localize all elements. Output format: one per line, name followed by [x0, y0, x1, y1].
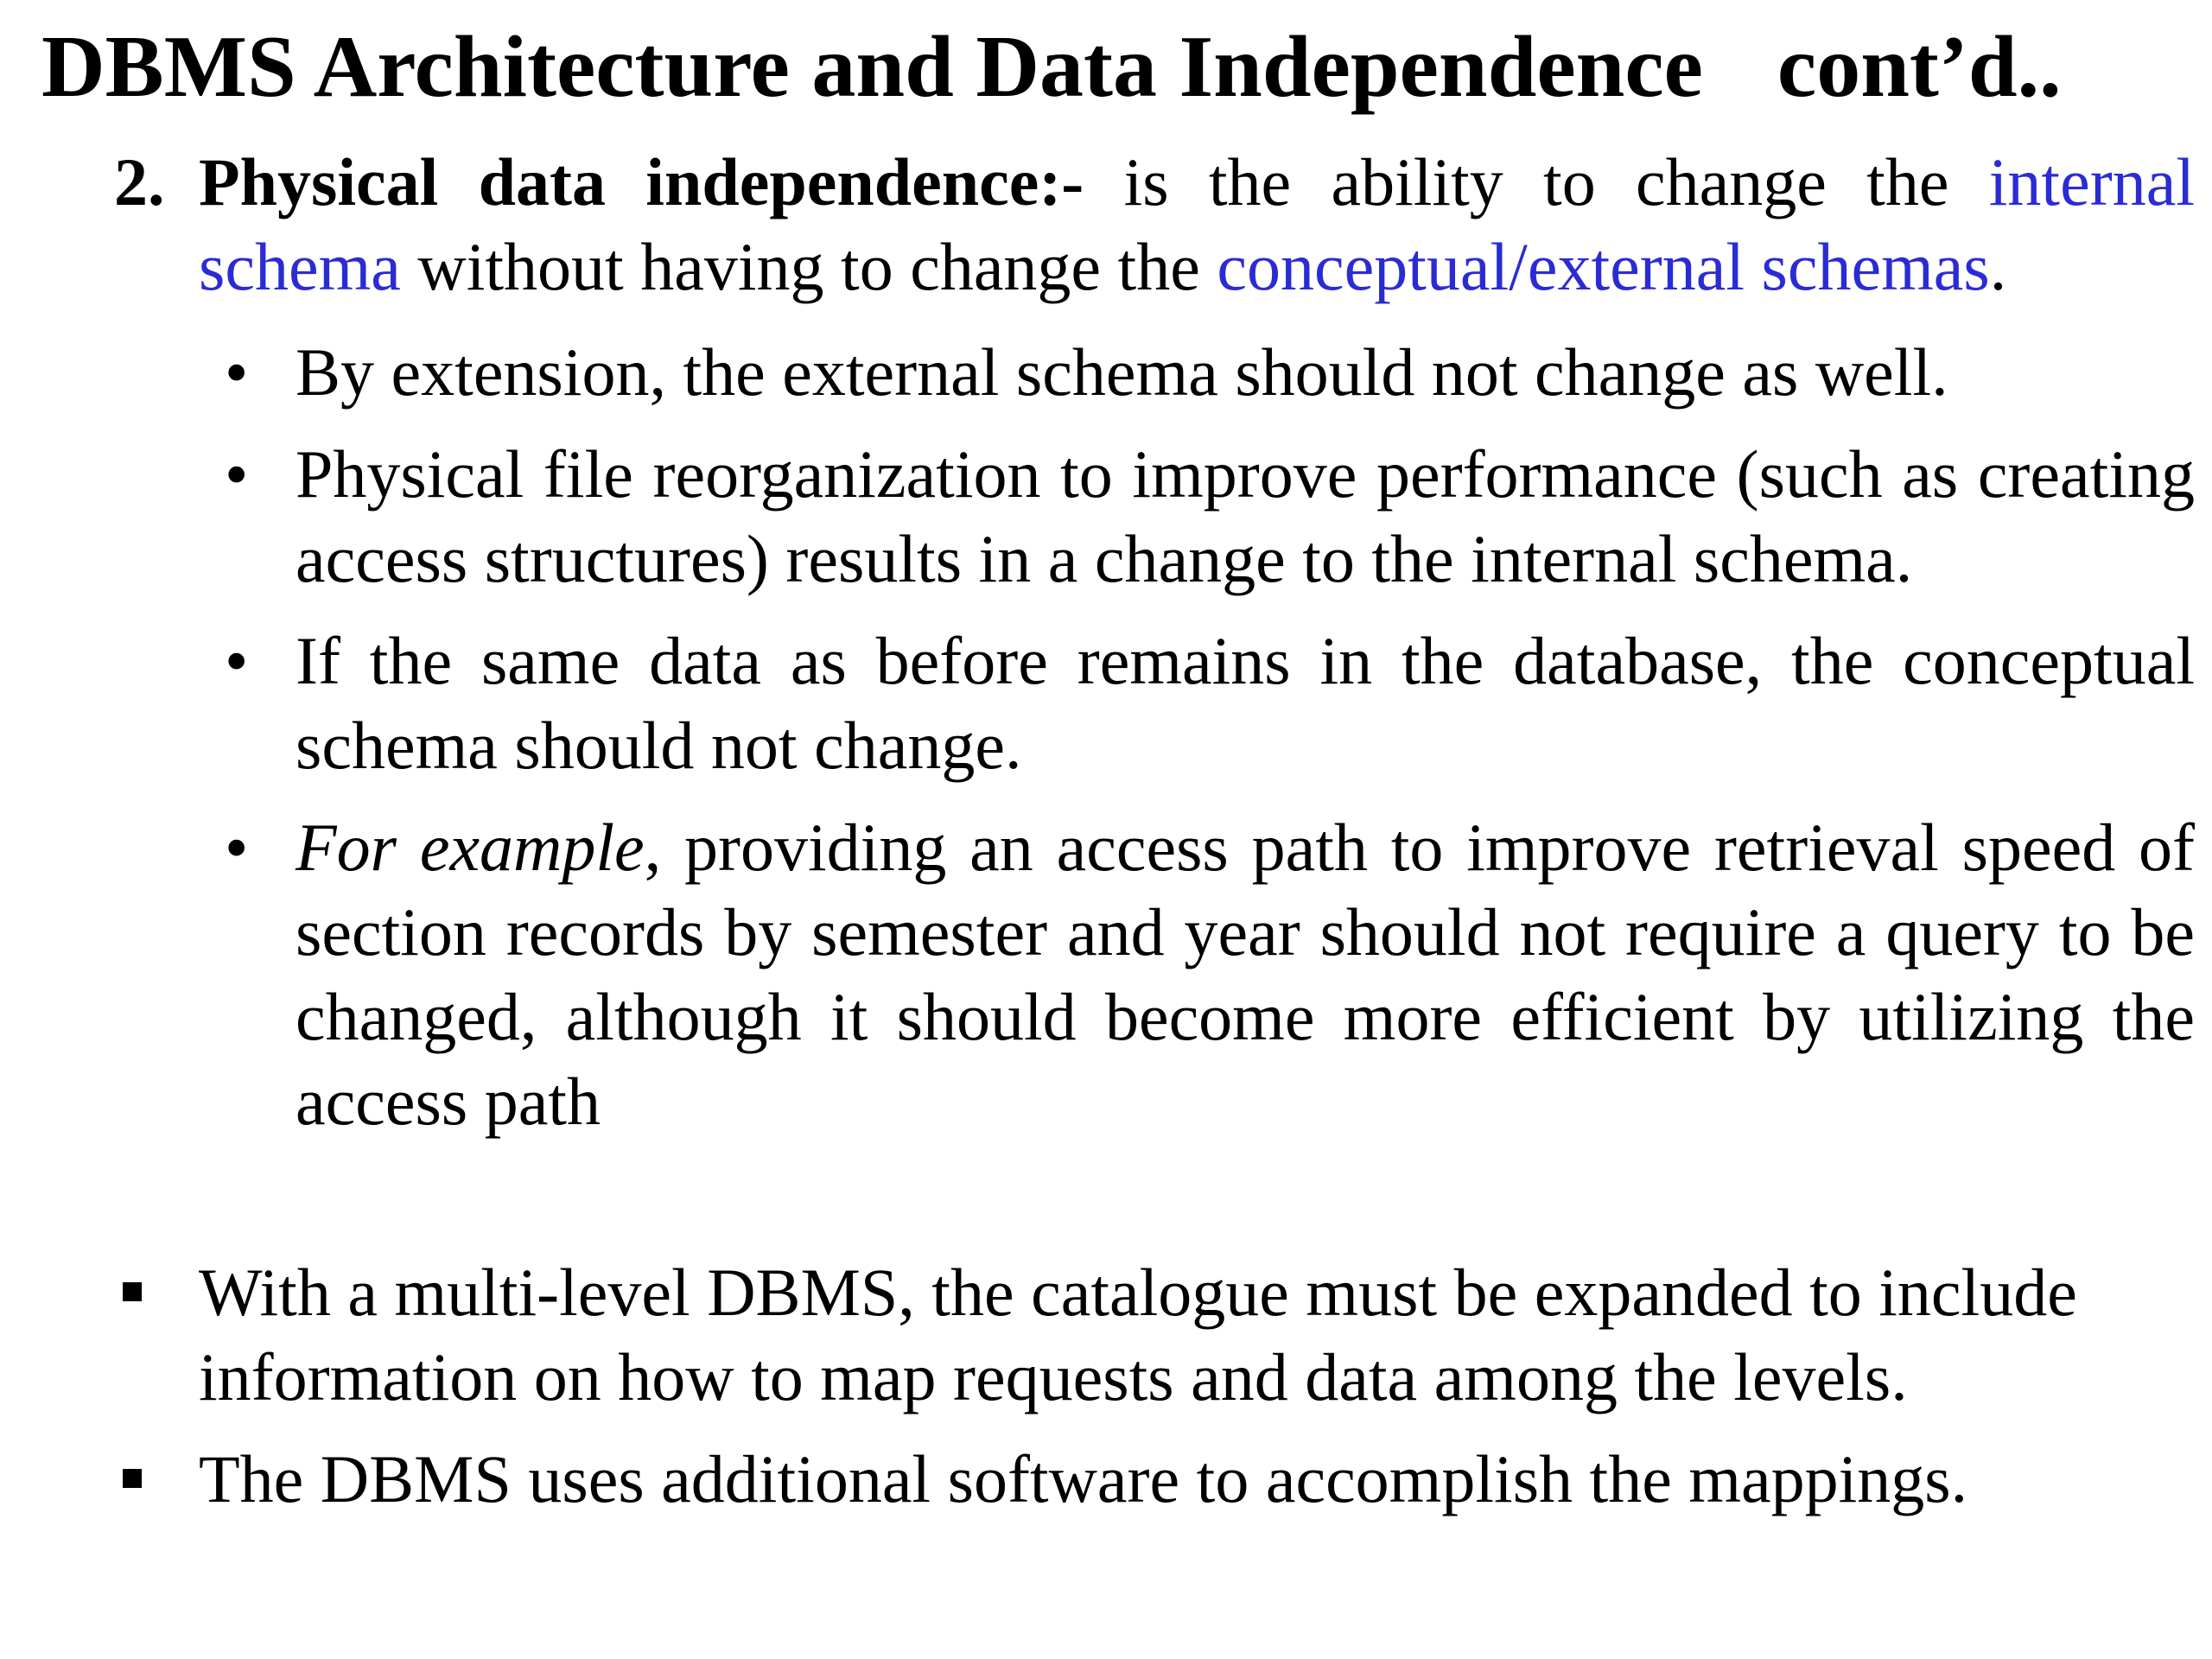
- sub-bullet-text: Physical file reorganization to improve performance (such as creating access structures) results in a change to the internal schema.: [296, 436, 2195, 596]
- bullet-dot-icon: •: [225, 810, 249, 885]
- square-bullet-text: With a multi-level DBMS, the catalogue must be expanded to include information on how to map requests and data among the levels.: [199, 1255, 2077, 1414]
- square-bullet-icon: [123, 1469, 142, 1488]
- numbered-item-physical-data-independence: [114, 140, 2195, 309]
- sub-bullet-item: [225, 432, 2195, 601]
- item-text-2: without having to change the: [400, 229, 1217, 304]
- item-text-1: is the ability to change the: [1084, 144, 1989, 219]
- title-suffix: cont’d..: [1777, 18, 2062, 116]
- sub-bullet-text: By extension, the external schema should not change as well.: [296, 334, 1948, 410]
- sub-bullet-text: , providing an access path to improve retrieval speed of section records by semester and year should not require a query to be changed, although it should become more efficient by utilizing the access path: [296, 810, 2195, 1139]
- square-bullet-item: [199, 1437, 2195, 1522]
- highlight-conceptual-external-schemas: conceptual/external schemas: [1217, 229, 1990, 304]
- sub-bullet-list: [225, 330, 2195, 1161]
- square-bullet-text: The DBMS uses additional software to accomplish the mappings.: [199, 1441, 1968, 1516]
- bullet-dot-icon: •: [225, 334, 249, 410]
- title-main: DBMS Architecture and Data Independence: [41, 18, 1703, 116]
- sub-bullet-item: [225, 805, 2195, 1144]
- slide-title: [41, 16, 2062, 119]
- item-term: Physical data independence:-: [199, 144, 1084, 219]
- sub-bullet-item: [225, 330, 2195, 415]
- square-bullet-icon: [123, 1282, 142, 1301]
- highlight-internal-schema: internal schema: [199, 144, 2195, 304]
- item-number: 2.: [114, 144, 165, 219]
- sub-bullet-italic-text: For example: [296, 810, 645, 885]
- item-text-3: .: [1989, 229, 2007, 304]
- square-bullet-list: [199, 1250, 2195, 1539]
- bullet-dot-icon: •: [225, 436, 249, 512]
- square-bullet-item: [199, 1250, 2195, 1420]
- bullet-dot-icon: •: [225, 623, 249, 698]
- sub-bullet-text: If the same data as before remains in the database, the conceptual schema should not change.: [296, 623, 2195, 783]
- sub-bullet-item: [225, 619, 2195, 788]
